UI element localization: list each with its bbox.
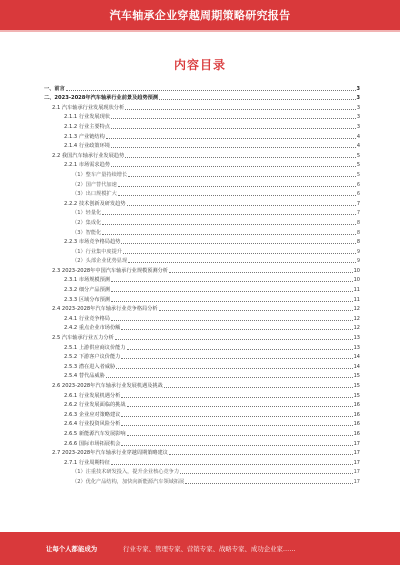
toc-leader-dots xyxy=(111,320,353,321)
toc-entry-page: 14 xyxy=(353,354,360,361)
toc-entry-text: 2.7.1 行业周期特征 xyxy=(64,459,110,466)
toc-entry-page: 12 xyxy=(353,315,360,322)
toc-entry[interactable] xyxy=(44,140,360,150)
toc-leader-dots xyxy=(102,234,356,235)
toc-entry-page: 4 xyxy=(356,143,360,150)
toc-leader-dots xyxy=(169,454,353,455)
toc-entry-text: 2.4 2023-2028年汽车轴承行业竞争格局分析 xyxy=(52,306,158,313)
toc-entry-text: （3）出口规模扩大 xyxy=(72,191,117,198)
toc-entry-text: （1）轻量化 xyxy=(72,210,102,217)
toc-leader-dots xyxy=(121,397,352,398)
toc-leader-dots xyxy=(118,195,356,196)
toc-entry-text: 2.2.1 市场需求趋势 xyxy=(64,162,110,169)
toc-entry-text: 一、前言 xyxy=(44,85,65,92)
toc-entry-text: （2）头部企业优势显现 xyxy=(72,258,128,265)
toc-entry[interactable] xyxy=(44,370,360,380)
toc-entry[interactable] xyxy=(44,168,360,178)
toc-entry-text: 2.6.3 企业应对策略建议 xyxy=(64,411,121,418)
toc-leader-dots xyxy=(102,224,356,225)
toc-entry-page: 9 xyxy=(356,258,360,265)
toc-entry-page: 8 xyxy=(356,229,360,236)
toc-entry-page: 3 xyxy=(356,104,360,111)
toc-entry-text: 2.1.2 行业主要特点 xyxy=(64,123,110,130)
toc-entry-text: 2.3.1 市场规模预测 xyxy=(64,277,110,284)
toc-entry-page: 5 xyxy=(356,162,360,169)
toc-leader-dots xyxy=(169,272,353,273)
toc-entry[interactable] xyxy=(44,456,360,466)
toc-entry-text: （2）集成化 xyxy=(72,219,102,226)
toc-leader-dots xyxy=(180,473,353,474)
toc-entry-page: 3 xyxy=(356,114,360,121)
toc-leader-dots xyxy=(128,262,356,263)
toc-entry-text: 2.3.2 细分产品预测 xyxy=(64,287,110,294)
toc-entry[interactable] xyxy=(44,437,360,447)
toc-entry[interactable] xyxy=(44,360,360,370)
toc-leader-dots xyxy=(66,90,356,91)
toc-entry-text: 2.6.2 行业发展面临的挑战 xyxy=(64,402,126,409)
toc-entry-page: 12 xyxy=(353,325,360,332)
toc-entry[interactable] xyxy=(44,130,360,140)
toc-leader-dots xyxy=(111,147,356,148)
toc-entry-page: 17 xyxy=(353,450,360,457)
toc-entry[interactable] xyxy=(44,245,360,255)
toc-entry-page: 5 xyxy=(356,152,360,159)
toc-entry[interactable] xyxy=(44,379,360,389)
toc-entry-text: 二、2023-2028年汽车轴承行业前景及趋势预测 xyxy=(44,95,159,102)
toc-entry[interactable] xyxy=(44,447,360,457)
toc-entry-page: 17 xyxy=(353,459,360,466)
toc-leader-dots xyxy=(121,445,352,446)
toc-entry[interactable] xyxy=(44,293,360,303)
toc-entry-page: 16 xyxy=(353,411,360,418)
footer-slogan: 让每个人都能成为 xyxy=(46,545,98,553)
toc-entry-page: 10 xyxy=(353,277,360,284)
toc-leader-dots xyxy=(121,416,352,417)
toc-leader-dots xyxy=(115,339,353,340)
toc-leader-dots xyxy=(118,186,356,187)
toc-leader-dots xyxy=(106,377,353,378)
toc-entry[interactable] xyxy=(44,312,360,322)
toc-entry-text: 2.4.1 行业竞争格局 xyxy=(64,315,110,322)
toc-entry-page: 4 xyxy=(356,133,360,140)
toc-entry-text: （1）注重技术研发投入，提升企业核心竞争力 xyxy=(72,469,180,476)
table-of-contents xyxy=(44,82,360,485)
toc-leader-dots xyxy=(127,406,353,407)
toc-entry-text: 2.1 汽车轴承行业发展现状分析 xyxy=(52,104,125,111)
toc-leader-dots xyxy=(121,243,355,244)
toc-leader-dots xyxy=(111,281,353,282)
toc-entry-page: 17 xyxy=(353,440,360,447)
toc-entry-text: （1）行业集中度提升 xyxy=(72,248,122,255)
toc-leader-dots xyxy=(111,166,356,167)
toc-entry-text: 2.1.3 产业链结构 xyxy=(64,133,105,140)
toc-entry-page: 3 xyxy=(356,85,360,92)
toc-entry[interactable] xyxy=(44,120,360,130)
toc-entry[interactable] xyxy=(44,111,360,121)
toc-entry-text: （2）优化产品结构，加快向新能源汽车领域拓展 xyxy=(72,478,185,485)
toc-entry-page: 11 xyxy=(353,287,360,294)
toc-entry-text: 2.4.2 重点企业市场份额 xyxy=(64,325,121,332)
toc-entry[interactable] xyxy=(44,197,360,207)
toc-leader-dots xyxy=(111,291,353,292)
toc-entry-page: 17 xyxy=(353,469,360,476)
toc-entry[interactable] xyxy=(44,427,360,437)
toc-entry-page: 13 xyxy=(353,335,360,342)
toc-leader-dots xyxy=(116,368,352,369)
toc-entry-page: 9 xyxy=(356,248,360,255)
toc-entry-text: 2.5.3 潜在进入者威胁 xyxy=(64,363,116,370)
toc-entry-page: 17 xyxy=(353,478,360,485)
toc-entry-page: 8 xyxy=(356,239,360,246)
toc-leader-dots xyxy=(125,109,356,110)
toc-entry[interactable] xyxy=(44,159,360,169)
toc-entry[interactable] xyxy=(44,322,360,332)
toc-entry-text: 2.2 我国汽车轴承行业发展趋势 xyxy=(52,152,125,159)
toc-entry[interactable] xyxy=(44,475,360,485)
toc-entry[interactable] xyxy=(44,178,360,188)
toc-entry[interactable] xyxy=(44,188,360,198)
toc-leader-dots xyxy=(125,157,356,158)
toc-leader-dots xyxy=(164,387,353,388)
toc-entry-text: 2.5 汽车轴承行业五力分析 xyxy=(52,335,114,342)
report-footer xyxy=(0,532,400,565)
toc-entry[interactable] xyxy=(44,82,360,92)
toc-entry-page: 5 xyxy=(356,171,360,178)
toc-leader-dots xyxy=(123,253,356,254)
toc-entry-page: 13 xyxy=(353,344,360,351)
toc-leader-dots xyxy=(127,205,356,206)
toc-leader-dots xyxy=(159,310,353,311)
toc-entry-page: 16 xyxy=(353,430,360,437)
toc-entry-text: 2.2.2 技术创新及研发趋势 xyxy=(64,200,126,207)
toc-entry-page: 3 xyxy=(356,95,360,102)
toc-entry-page: 6 xyxy=(356,191,360,198)
toc-entry-text: 2.6 2023-2028年汽车轴承行业发展机遇及挑战 xyxy=(52,383,163,389)
toc-entry[interactable] xyxy=(44,418,360,428)
toc-entry[interactable] xyxy=(44,341,360,351)
report-header xyxy=(0,0,400,30)
toc-leader-dots xyxy=(185,483,352,484)
toc-heading: 内容目录 xyxy=(173,58,226,72)
toc-entry[interactable] xyxy=(44,207,360,217)
toc-leader-dots xyxy=(111,301,353,302)
toc-entry[interactable] xyxy=(44,236,360,246)
toc-entry-text: 2.7 2023-2028年汽车轴承行业穿越周期策略建议 xyxy=(52,450,168,457)
toc-entry[interactable] xyxy=(44,264,360,274)
toc-entry[interactable] xyxy=(44,408,360,418)
toc-entry-text: （2）国产替代加速 xyxy=(72,181,117,188)
toc-entry-text: 2.5.4 替代品威胁 xyxy=(64,373,105,380)
toc-entry[interactable] xyxy=(44,226,360,236)
toc-entry-text: 2.1.4 行业政策环境 xyxy=(64,143,110,150)
toc-entry-page: 7 xyxy=(356,200,360,207)
footer-roles: 行业专家、管理专家、营销专家、战略专家、成功企业家…… xyxy=(123,545,296,553)
toc-leader-dots xyxy=(127,349,353,350)
toc-entry-page: 11 xyxy=(353,296,360,303)
report-title: 汽车轴承企业穿越周期策略研究报告 xyxy=(109,9,291,22)
toc-entry-page: 16 xyxy=(353,402,360,409)
toc-entry-text: 2.3 2023-2028年中国汽车轴承行业规模预测分析 xyxy=(52,267,168,274)
toc-entry-text: （1）整车产量持续增长 xyxy=(72,171,128,178)
toc-leader-dots xyxy=(121,425,352,426)
toc-entry[interactable] xyxy=(44,399,360,409)
toc-entry[interactable] xyxy=(44,274,360,284)
toc-entry-text: 2.5.2 下游客户议价能力 xyxy=(64,354,121,361)
toc-entry[interactable] xyxy=(44,216,360,226)
toc-entry[interactable] xyxy=(44,466,360,476)
toc-entry-page: 3 xyxy=(356,123,360,130)
toc-leader-dots xyxy=(159,99,355,100)
toc-entry-page: 15 xyxy=(353,383,360,389)
toc-entry-page: 7 xyxy=(356,210,360,217)
toc-entry-text: 2.2.3 市场竞争格局趋势 xyxy=(64,239,121,246)
toc-entry[interactable] xyxy=(44,283,360,293)
toc-leader-dots xyxy=(111,464,353,465)
toc-entry[interactable] xyxy=(44,303,360,313)
toc-entry-text: 2.6.1 行业发展机遇分析 xyxy=(64,392,121,399)
toc-leader-dots xyxy=(121,329,352,330)
toc-entry-page: 14 xyxy=(353,363,360,370)
toc-entry-text: （3）智能化 xyxy=(72,229,102,236)
toc-entry[interactable] xyxy=(44,149,360,159)
toc-entry-text: 2.6.5 新能源汽车发展影响 xyxy=(64,430,126,437)
toc-leader-dots xyxy=(111,118,356,119)
toc-leader-dots xyxy=(121,358,352,359)
toc-entry-page: 6 xyxy=(356,181,360,188)
toc-entry[interactable] xyxy=(44,389,360,399)
toc-leader-dots xyxy=(128,176,356,177)
toc-entry[interactable] xyxy=(44,101,360,111)
toc-entry[interactable] xyxy=(44,92,360,102)
toc-entry[interactable] xyxy=(44,255,360,265)
toc-entry-text: 2.6.6 国际市场拓展机会 xyxy=(64,440,121,447)
toc-leader-dots xyxy=(106,138,356,139)
toc-entry-text: 2.1.1 行业发展现状 xyxy=(64,114,110,121)
toc-entry-text: 2.6.4 行业投资风险分析 xyxy=(64,421,121,428)
toc-entry-page: 8 xyxy=(356,219,360,226)
toc-entry-page: 12 xyxy=(353,306,360,313)
toc-entry-page: 16 xyxy=(353,421,360,428)
toc-entry-text: 2.5.1 上游供应商议价能力 xyxy=(64,344,126,351)
toc-leader-dots xyxy=(111,128,356,129)
toc-leader-dots xyxy=(102,214,356,215)
toc-entry-page: 10 xyxy=(353,267,360,274)
toc-leader-dots xyxy=(127,435,353,436)
toc-entry-page: 15 xyxy=(353,392,360,399)
toc-entry-page: 15 xyxy=(353,373,360,380)
toc-entry[interactable] xyxy=(44,351,360,361)
toc-entry[interactable] xyxy=(44,331,360,341)
toc-entry-text: 2.3.3 区域分布预测 xyxy=(64,296,110,303)
